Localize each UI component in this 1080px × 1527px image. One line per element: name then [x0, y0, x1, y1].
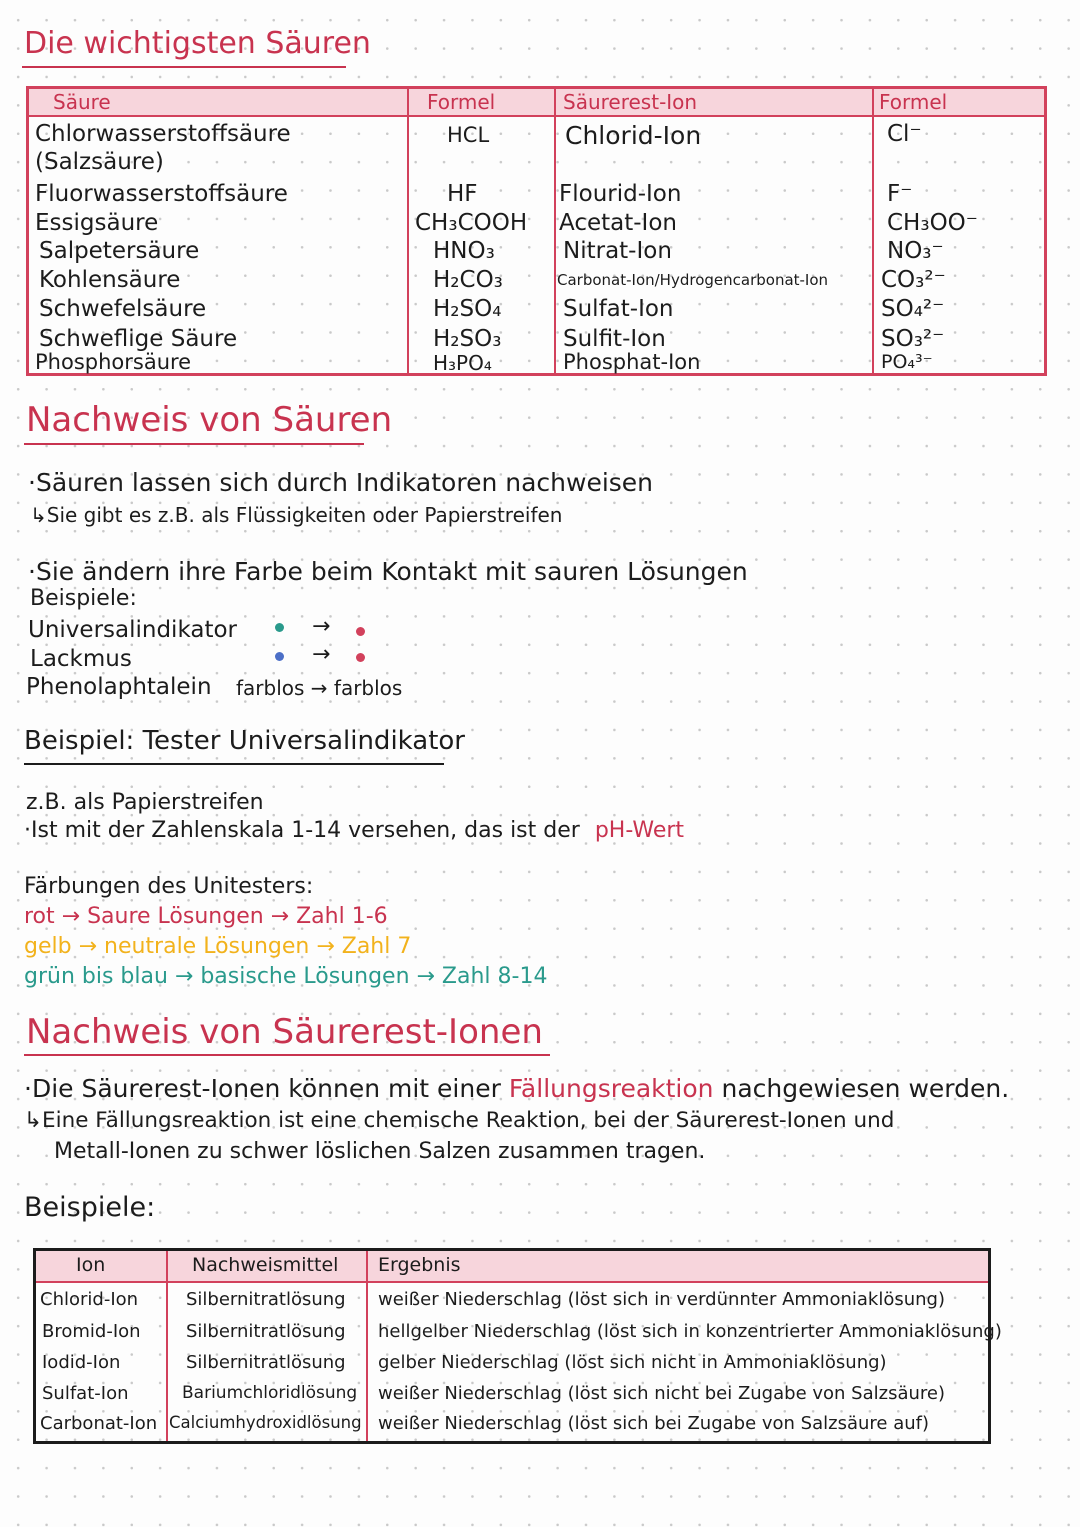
colors-label: Färbungen des Unitesters: [24, 874, 314, 899]
acid-name: (Salzsäure) [35, 149, 164, 175]
ion-name: Phosphat-Ion [563, 350, 701, 374]
table-divider [166, 1251, 168, 1441]
agent-cell: Calciumhydroxidlösung [169, 1413, 362, 1432]
acid-name: Schwefelsäure [39, 296, 207, 322]
header-acid: Säure [53, 90, 111, 114]
ion-formula: F⁻ [887, 181, 913, 207]
table-header-row [36, 1251, 988, 1281]
tester-line [24, 818, 684, 843]
detect-line: ·Säuren lassen sich durch Indikatoren nachweisen [28, 468, 654, 497]
acid-name: Essigsäure [35, 210, 159, 236]
examples-label: Beispiele: [24, 1192, 156, 1223]
result-cell: hellgelber Niederschlag (löst sich in konzentrierter Ammoniaklösung) [378, 1321, 1002, 1342]
arrow-icon: → [312, 614, 331, 639]
acid-name: Schweflige Säure [39, 326, 238, 352]
title-underline [24, 763, 444, 765]
acid-formula: HF [447, 181, 478, 207]
ions-text: ·Die Säurerest-Ionen können mit einer [24, 1074, 501, 1103]
ion-cell: Chlorid-Ion [40, 1289, 139, 1310]
ions-line [24, 1074, 1009, 1103]
ion-cell: Bromid-Ion [42, 1321, 141, 1342]
acid-name: Phosphorsäure [35, 350, 192, 374]
tester-text: ·Ist mit der Zahlenskala 1-14 versehen, das ist der [24, 818, 580, 843]
ph-value-term: pH-Wert [594, 818, 685, 843]
acid-name: Kohlensäure [39, 267, 181, 293]
agent-cell: Silbernitratlösung [186, 1289, 346, 1310]
ion-name: Flourid-Ion [559, 181, 682, 207]
agent-cell: Silbernitratlösung [186, 1352, 346, 1373]
agent-cell: Bariumchloridlösung [182, 1383, 358, 1403]
ions-line: Metall-Ionen zu schwer löslichen Salzen zusammen tragen. [54, 1139, 706, 1164]
detect-note: ↳Sie gibt es z.B. als Flüssigkeiten oder Papierstreifen [30, 503, 563, 527]
ion-name: Carbonat-Ion/Hydrogencarbonat-Ion [557, 271, 829, 289]
title-underline [22, 66, 346, 68]
result-cell: weißer Niederschlag (löst sich in verdünnter Ammoniaklösung) [378, 1289, 945, 1310]
ion-name: Chlorid-Ion [565, 121, 702, 150]
color-line-red: rot → Saure Lösungen → Zahl 1-6 [24, 904, 388, 929]
example-title: Beispiel: Tester Universalindikator [24, 726, 465, 756]
acid-name: Chlorwasserstoffsäure [35, 121, 291, 147]
header-ion: Ion [76, 1254, 106, 1276]
acid-formula: CH₃COOH [415, 210, 528, 236]
ion-formula: Cl⁻ [887, 121, 922, 147]
table-divider [36, 1281, 988, 1283]
ion-formula: CO₃²⁻ [881, 267, 946, 293]
table-divider [29, 115, 1044, 117]
ion-name: Sulfat-Ion [563, 296, 674, 322]
precipitation-term: Fällungsreaktion [508, 1074, 714, 1103]
ion-cell: Carbonat-Ion [40, 1413, 158, 1434]
acid-formula: HCL [447, 123, 490, 147]
teal-dot-icon [275, 623, 284, 632]
header-formula: Formel [427, 90, 496, 114]
indicator-name: Universalindikator [28, 617, 237, 643]
acid-name: Salpetersäure [39, 238, 200, 264]
title-underline [24, 443, 364, 445]
ion-formula: PO₄³⁻ [881, 351, 933, 373]
ion-formula: SO₃²⁻ [881, 326, 945, 352]
acid-formula: H₂SO₄ [433, 296, 502, 322]
header-ion: Säurerest-Ion [563, 90, 698, 114]
table-divider [407, 89, 409, 373]
ion-cell: Sulfat-Ion [42, 1383, 129, 1404]
acid-formula: HNO₃ [433, 238, 495, 264]
ion-name: Sulfit-Ion [563, 326, 666, 352]
acid-formula: H₃PO₄ [433, 351, 492, 375]
detect-line: ·Sie ändern ihre Farbe beim Kontakt mit sauren Lösungen [28, 557, 748, 586]
section-title-detection: Nachweis von Säuren [26, 400, 393, 440]
ion-formula: CH₃OO⁻ [887, 210, 978, 236]
ion-formula: NO₃⁻ [887, 238, 944, 264]
result-cell: gelber Niederschlag (löst sich nicht in Ammoniaklösung) [378, 1352, 887, 1373]
color-line-yellow: gelb → neutrale Lösungen → Zahl 7 [24, 934, 412, 959]
color-line-green: grün bis blau → basische Lösungen → Zahl 8-14 [24, 964, 548, 989]
tester-line: z.B. als Papierstreifen [26, 790, 264, 815]
arrow-icon: → [312, 642, 331, 667]
section-title-ions: Nachweis von Säurerest-Ionen [26, 1012, 543, 1052]
page-title: Die wichtigsten Säuren [24, 26, 371, 61]
ions-line: ↳Eine Fällungsreaktion ist eine chemische Reaktion, bei der Säurerest-Ionen und [24, 1108, 895, 1133]
blue-dot-icon [275, 652, 284, 661]
table-divider [872, 89, 874, 373]
result-cell: weißer Niederschlag (löst sich bei Zugabe von Salzsäure auf) [378, 1413, 929, 1434]
indicator-name: Phenolaphtalein [26, 674, 212, 700]
red-dot-icon [356, 653, 365, 662]
acid-table [26, 86, 1047, 376]
header-ion-formula: Formel [879, 90, 948, 114]
header-result: Ergebnis [378, 1254, 461, 1276]
ion-detection-table [33, 1248, 1002, 1444]
agent-cell: Silbernitratlösung [186, 1321, 346, 1342]
title-underline [24, 1054, 550, 1056]
indicator-result: farblos → farblos [236, 676, 403, 700]
red-dot-icon [356, 627, 365, 636]
ion-cell: Iodid-Ion [42, 1352, 121, 1373]
ion-name: Nitrat-Ion [563, 238, 672, 264]
ions-text: nachgewiesen werden. [721, 1074, 1010, 1103]
acid-formula: H₂CO₃ [433, 267, 503, 293]
acid-name: Fluorwasserstoffsäure [35, 181, 288, 207]
examples-label: Beispiele: [30, 586, 137, 611]
indicator-name: Lackmus [30, 646, 132, 672]
acid-formula: H₂SO₃ [433, 326, 502, 352]
result-cell: weißer Niederschlag (löst sich nicht bei Zugabe von Salzsäure) [378, 1383, 945, 1404]
ion-formula: SO₄²⁻ [881, 296, 945, 322]
header-agent: Nachweismittel [192, 1254, 339, 1276]
table-divider [366, 1251, 368, 1441]
table-divider [554, 89, 556, 373]
ion-name: Acetat-Ion [559, 210, 677, 236]
